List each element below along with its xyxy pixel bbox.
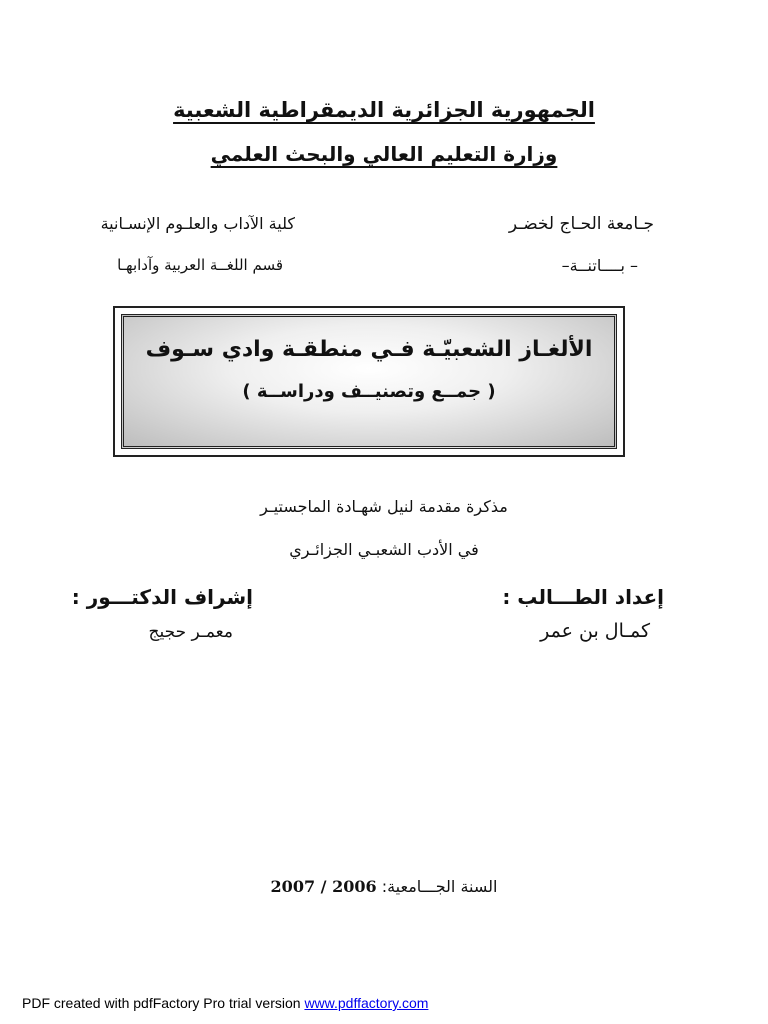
republic-header: الجمهورية الجزائرية الديمقراطية الشعبية — [173, 98, 595, 122]
thesis-subtitle: ( جمــع وتصنيــف ودراســة ) — [242, 381, 496, 402]
supervisor-label: إشراف الدكتـــور : — [71, 585, 253, 609]
academic-year — [0, 877, 768, 896]
memo-field: في الأدب الشعبـي الجزائـري — [289, 540, 479, 559]
supervisor-name: معمـر حجيج — [148, 622, 233, 642]
footer-text: PDF created with pdfFactory Pro trial version — [22, 995, 305, 1011]
faculty-name: كلية الآداب والعلـوم الإنسـانية — [100, 214, 295, 233]
city-name: – بــــاتنــة– — [561, 256, 638, 275]
pdf-footer — [22, 995, 428, 1011]
university-name: جـامعة الحـاج لخضـر — [508, 214, 654, 234]
ministry-header: وزارة التعليم العالي والبحث العلمي — [210, 142, 558, 166]
academic-year-value: 2007 / 2006 — [270, 877, 377, 896]
title-panel — [121, 314, 617, 449]
department-name: قسم اللغــة العربية وآدابهـا — [117, 256, 283, 274]
prepared-by-label: إعداد الطـــالب : — [502, 585, 664, 609]
academic-year-label: السنة الجـــامعية: — [381, 877, 498, 896]
thesis-title: الألغـاز الشعبيّـة فـي منطقـة وادي سـوف — [145, 337, 593, 362]
memo-purpose: مذكرة مقدمة لنيل شهـادة الماجستيـر — [260, 497, 508, 516]
footer-link[interactable]: www.pdffactory.com — [304, 995, 429, 1011]
student-name: كمـال بن عمر — [540, 620, 650, 642]
title-frame — [113, 306, 625, 457]
